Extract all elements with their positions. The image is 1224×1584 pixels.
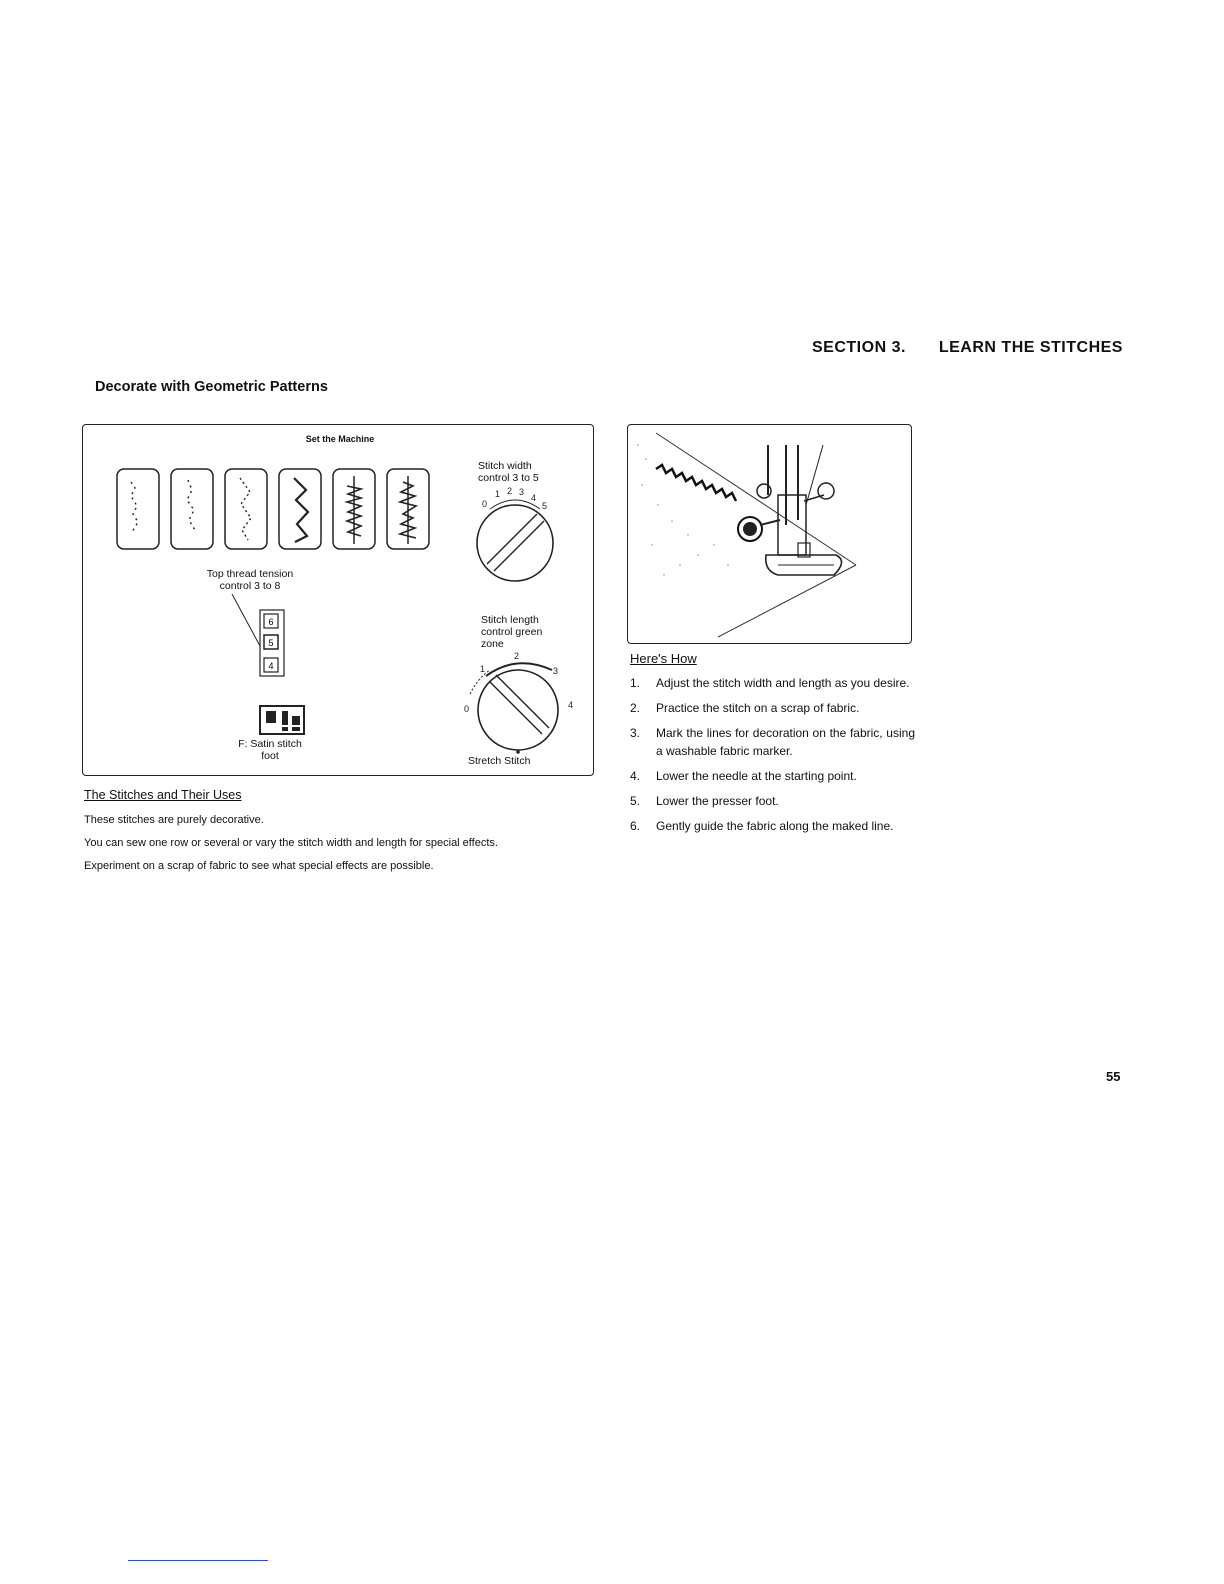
step-number: 1. — [630, 676, 641, 690]
step-number: 3. — [630, 726, 641, 740]
step-text: Mark the lines for decoration on the fabric, using a washable fabric marker. — [656, 726, 915, 758]
width-scale-2: 2 — [507, 487, 513, 496]
page-title: Decorate with Geometric Patterns — [95, 379, 328, 395]
width-scale-1: 1 — [495, 489, 501, 499]
stretch-stitch-label: Stretch Stitch — [468, 755, 531, 767]
uses-body — [84, 812, 559, 881]
step-number: 5. — [630, 794, 641, 808]
pattern-box-3 — [225, 469, 267, 549]
stitch-length-line1: Stitch length — [481, 614, 539, 626]
tension-num-4: 4 — [268, 661, 274, 671]
tension-dial-illustration — [228, 592, 298, 682]
pattern-box-4 — [279, 469, 321, 549]
foot-label-line2: foot — [261, 750, 279, 762]
uses-paragraph-1: These stitches are purely decorative. — [84, 814, 264, 826]
stitch-length-dial — [456, 648, 576, 758]
bottom-rule — [128, 1560, 268, 1561]
tension-label-line2: control 3 to 8 — [219, 580, 281, 592]
tension-num-6: 6 — [268, 617, 274, 627]
stitch-width-line2: control 3 to 5 — [478, 472, 539, 484]
uses-heading: The Stitches and Their Uses — [84, 788, 242, 802]
length-scale-1: 1 — [480, 664, 486, 674]
tension-label — [190, 568, 310, 592]
length-scale-4: 4 — [568, 700, 574, 710]
step-text: Gently guide the fabric along the maked line. — [656, 819, 894, 833]
length-scale-2: 2 — [514, 651, 520, 661]
list-item — [630, 767, 915, 785]
stitch-length-line2: control green — [481, 626, 543, 638]
stitch-width-dial — [470, 487, 570, 587]
list-item — [630, 792, 915, 810]
list-item — [630, 674, 915, 692]
uses-paragraph-2: You can sew one row or several or vary the stitch width and length for special effects. — [84, 837, 498, 849]
section-number: SECTION 3. — [812, 339, 906, 356]
width-scale-4: 4 — [531, 493, 537, 503]
step-text: Lower the needle at the starting point. — [656, 769, 857, 783]
heres-how-steps — [630, 674, 915, 842]
stitch-width-line1: Stitch width — [478, 460, 532, 472]
stitch-patterns-illustration — [116, 466, 432, 552]
sewing-foot-drawing — [628, 425, 912, 644]
set-machine-title: Set the Machine — [305, 434, 375, 444]
step-text: Practice the stitch on a scrap of fabric. — [656, 701, 860, 715]
step-text: Adjust the stitch width and length as you desire. — [656, 676, 910, 690]
width-scale-5: 5 — [542, 501, 548, 511]
step-number: 6. — [630, 819, 641, 833]
pattern-box-2 — [171, 469, 213, 549]
heres-how-heading: Here's How — [630, 651, 697, 666]
section-header — [812, 339, 1123, 357]
tension-label-line1: Top thread tension — [206, 568, 294, 580]
uses-paragraph-3: Experiment on a scrap of fabric to see what special effects are possible. — [84, 860, 434, 872]
list-item — [630, 724, 915, 760]
presser-foot-illustration — [627, 424, 912, 644]
step-text: Lower the presser foot. — [656, 794, 779, 808]
width-scale-3: 3 — [519, 487, 525, 497]
stitch-length-label — [481, 614, 542, 650]
satin-foot-icon — [258, 704, 308, 736]
list-item — [630, 817, 915, 835]
step-number: 2. — [630, 701, 641, 715]
foot-label — [220, 738, 320, 762]
section-title: LEARN THE STITCHES — [938, 339, 1123, 356]
pattern-box-1 — [117, 469, 159, 549]
step-number: 4. — [630, 769, 641, 783]
width-scale-0: 0 — [482, 499, 488, 509]
tension-num-5: 5 — [268, 638, 274, 648]
foot-label-line1: F: Satin stitch — [238, 738, 302, 750]
page-number: 55 — [1106, 1069, 1121, 1084]
length-scale-3: 3 — [553, 666, 559, 676]
stitch-length-line3: zone — [481, 638, 504, 650]
length-scale-0: 0 — [464, 704, 470, 714]
list-item — [630, 699, 915, 717]
stitch-width-label — [478, 460, 539, 484]
